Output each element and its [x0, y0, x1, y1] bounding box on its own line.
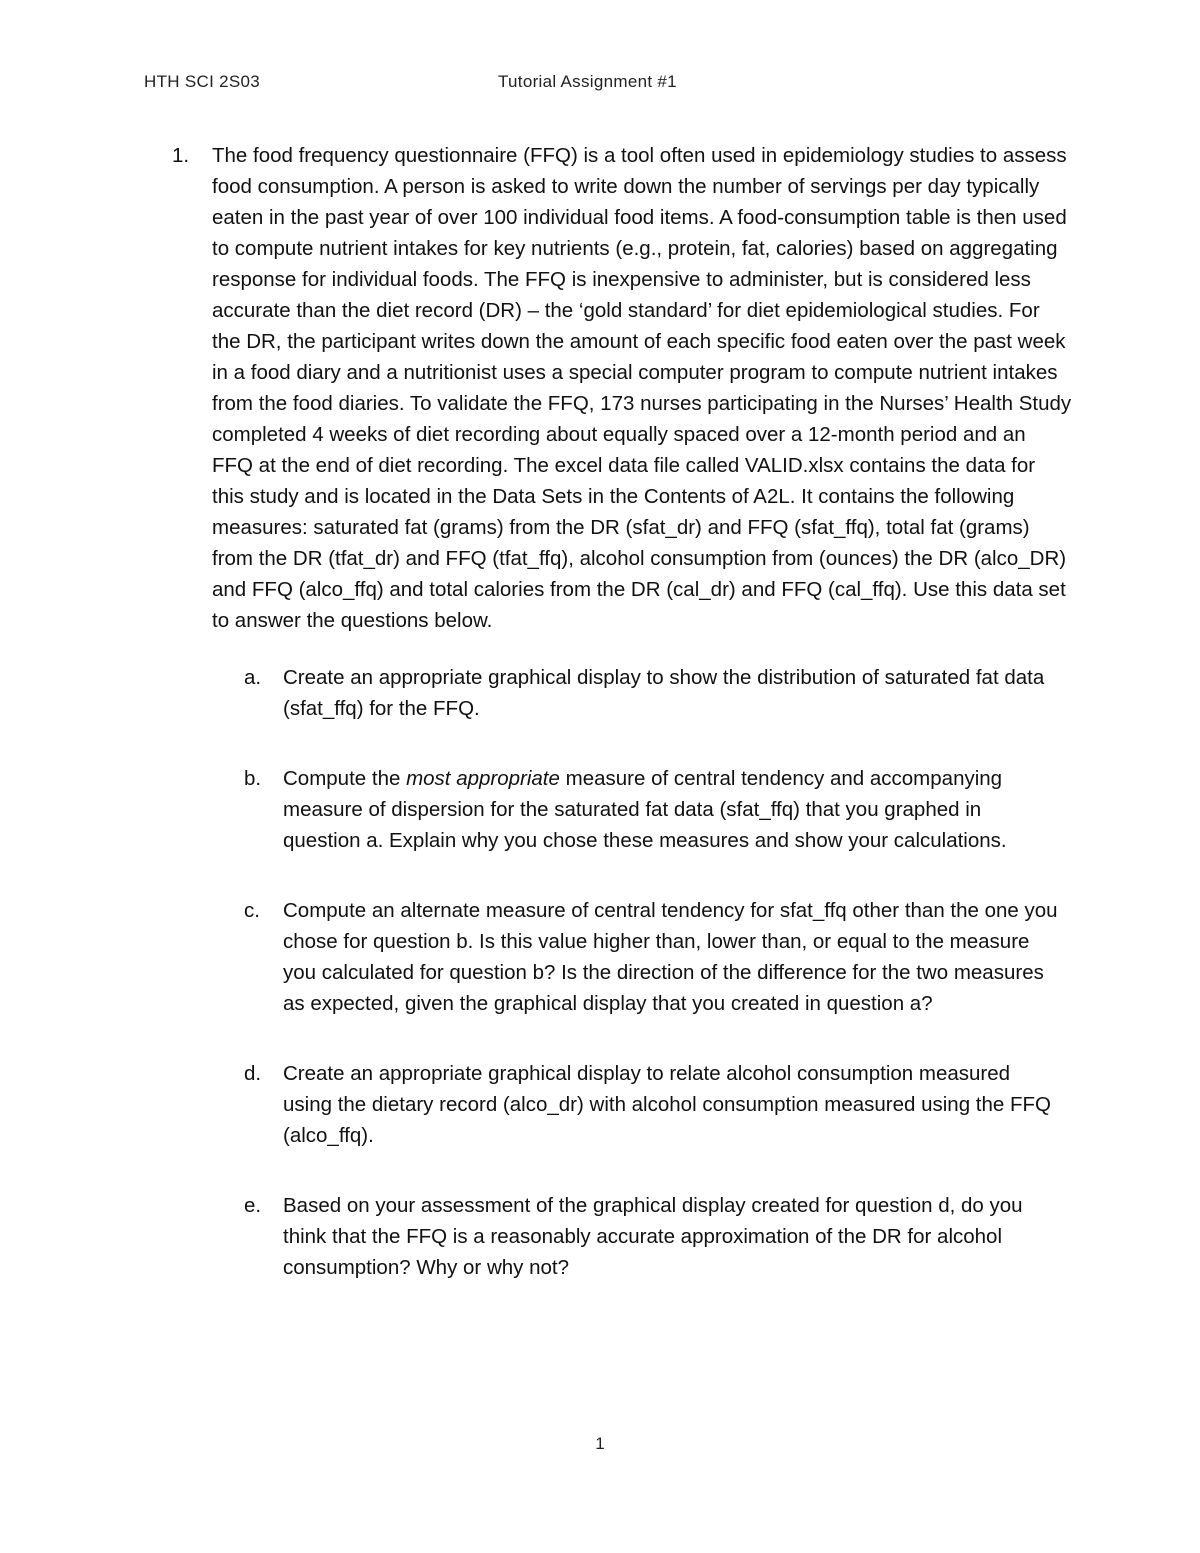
part-letter-a: a.: [244, 666, 262, 689]
part-text-b-start: Compute the: [283, 767, 407, 790]
part-letter-e: e.: [244, 1194, 262, 1217]
question-parts-list: [172, 662, 1072, 1283]
course-code: HTH SCI 2S03: [144, 72, 261, 91]
question-part-e: [244, 1190, 1063, 1283]
part-text-a: Create an appropriate graphical display to show the distribution of saturated fat data (sfat_ffq) for the FFQ.: [283, 666, 1045, 720]
part-text-c: Compute an alternate measure of central tendency for sfat_ffq other than the one you chose for question b. Is this value higher than, lower than, or equal to the measure you calculated for question b? Is the direction of the difference for the two measures as expected, given the graphical display that you created in question a?: [283, 899, 1058, 1015]
question-part-d: [244, 1058, 1063, 1151]
part-text-b-end: measure of central tendency and accompanying measure of dispersion for the saturated fat data (sfat_ffq) that you graphed in question a. Explain why you chose these measures and show your calculations.: [283, 767, 1007, 852]
part-text-d: Create an appropriate graphical display to relate alcohol consumption measured using the dietary record (alco_dr) with alcohol consumption measured using the FFQ (alco_ffq).: [283, 1062, 1051, 1147]
document-title: Tutorial Assignment #1: [498, 72, 677, 91]
part-letter-b: b.: [244, 767, 262, 790]
question-part-b: [244, 763, 1063, 856]
part-letter-d: d.: [244, 1062, 262, 1085]
question-number: 1.: [172, 144, 190, 167]
question-1: [172, 140, 1072, 1322]
question-part-a: [244, 662, 1063, 724]
page-number: 1: [595, 1434, 605, 1453]
part-text-e: Based on your assessment of the graphical display created for question d, do you think that the FFQ is a reasonably accurate approximation of the DR for alcohol consumption? Why or why not?: [283, 1194, 1023, 1279]
part-letter-c: c.: [244, 899, 260, 922]
question-text: The food frequency questionnaire (FFQ) is a tool often used in epidemiology studies to assess food consumption. A person is asked to write down the number of servings per day typically eaten in the past year of over 100 individual food items. A food-consumption table is then used to compute nutrient intakes for key nutrients (e.g., protein, fat, calories) based on aggregating response for individual foods. The FFQ is inexpensive to administer, but is considered less accurate than the diet record (DR) – the ‘gold standard’ for diet epidemiological studies. For the DR, the participant writes down the amount of each specific food eaten over the past week in a food diary and a nutritionist uses a special computer program to compute nutrient intakes from the food diaries. To validate the FFQ, 173 nurses participating in the Nurses’ Health Study completed 4 weeks of diet recording about equally spaced over a 12-month period and an FFQ at the end of diet recording. The excel data file called VALID.xlsx contains the data for this study and is located in the Data Sets in the Contents of A2L. It contains the following measures: saturated fat (grams) from the DR (sfat_dr) and FFQ (sfat_ffq), total fat (grams) from the DR (tfat_dr) and FFQ (tfat_ffq), alcohol consumption from (ounces) the DR (alco_DR) and FFQ (alco_ffq) and total calories from the DR (cal_dr) and FFQ (cal_ffq). Use this data set to answer the questions below.: [212, 144, 1072, 632]
part-text-b-emphasis: most appropriate: [406, 767, 560, 790]
page-header: [144, 72, 1056, 98]
question-part-c: [244, 895, 1063, 1019]
part-text-b: [283, 767, 1007, 852]
